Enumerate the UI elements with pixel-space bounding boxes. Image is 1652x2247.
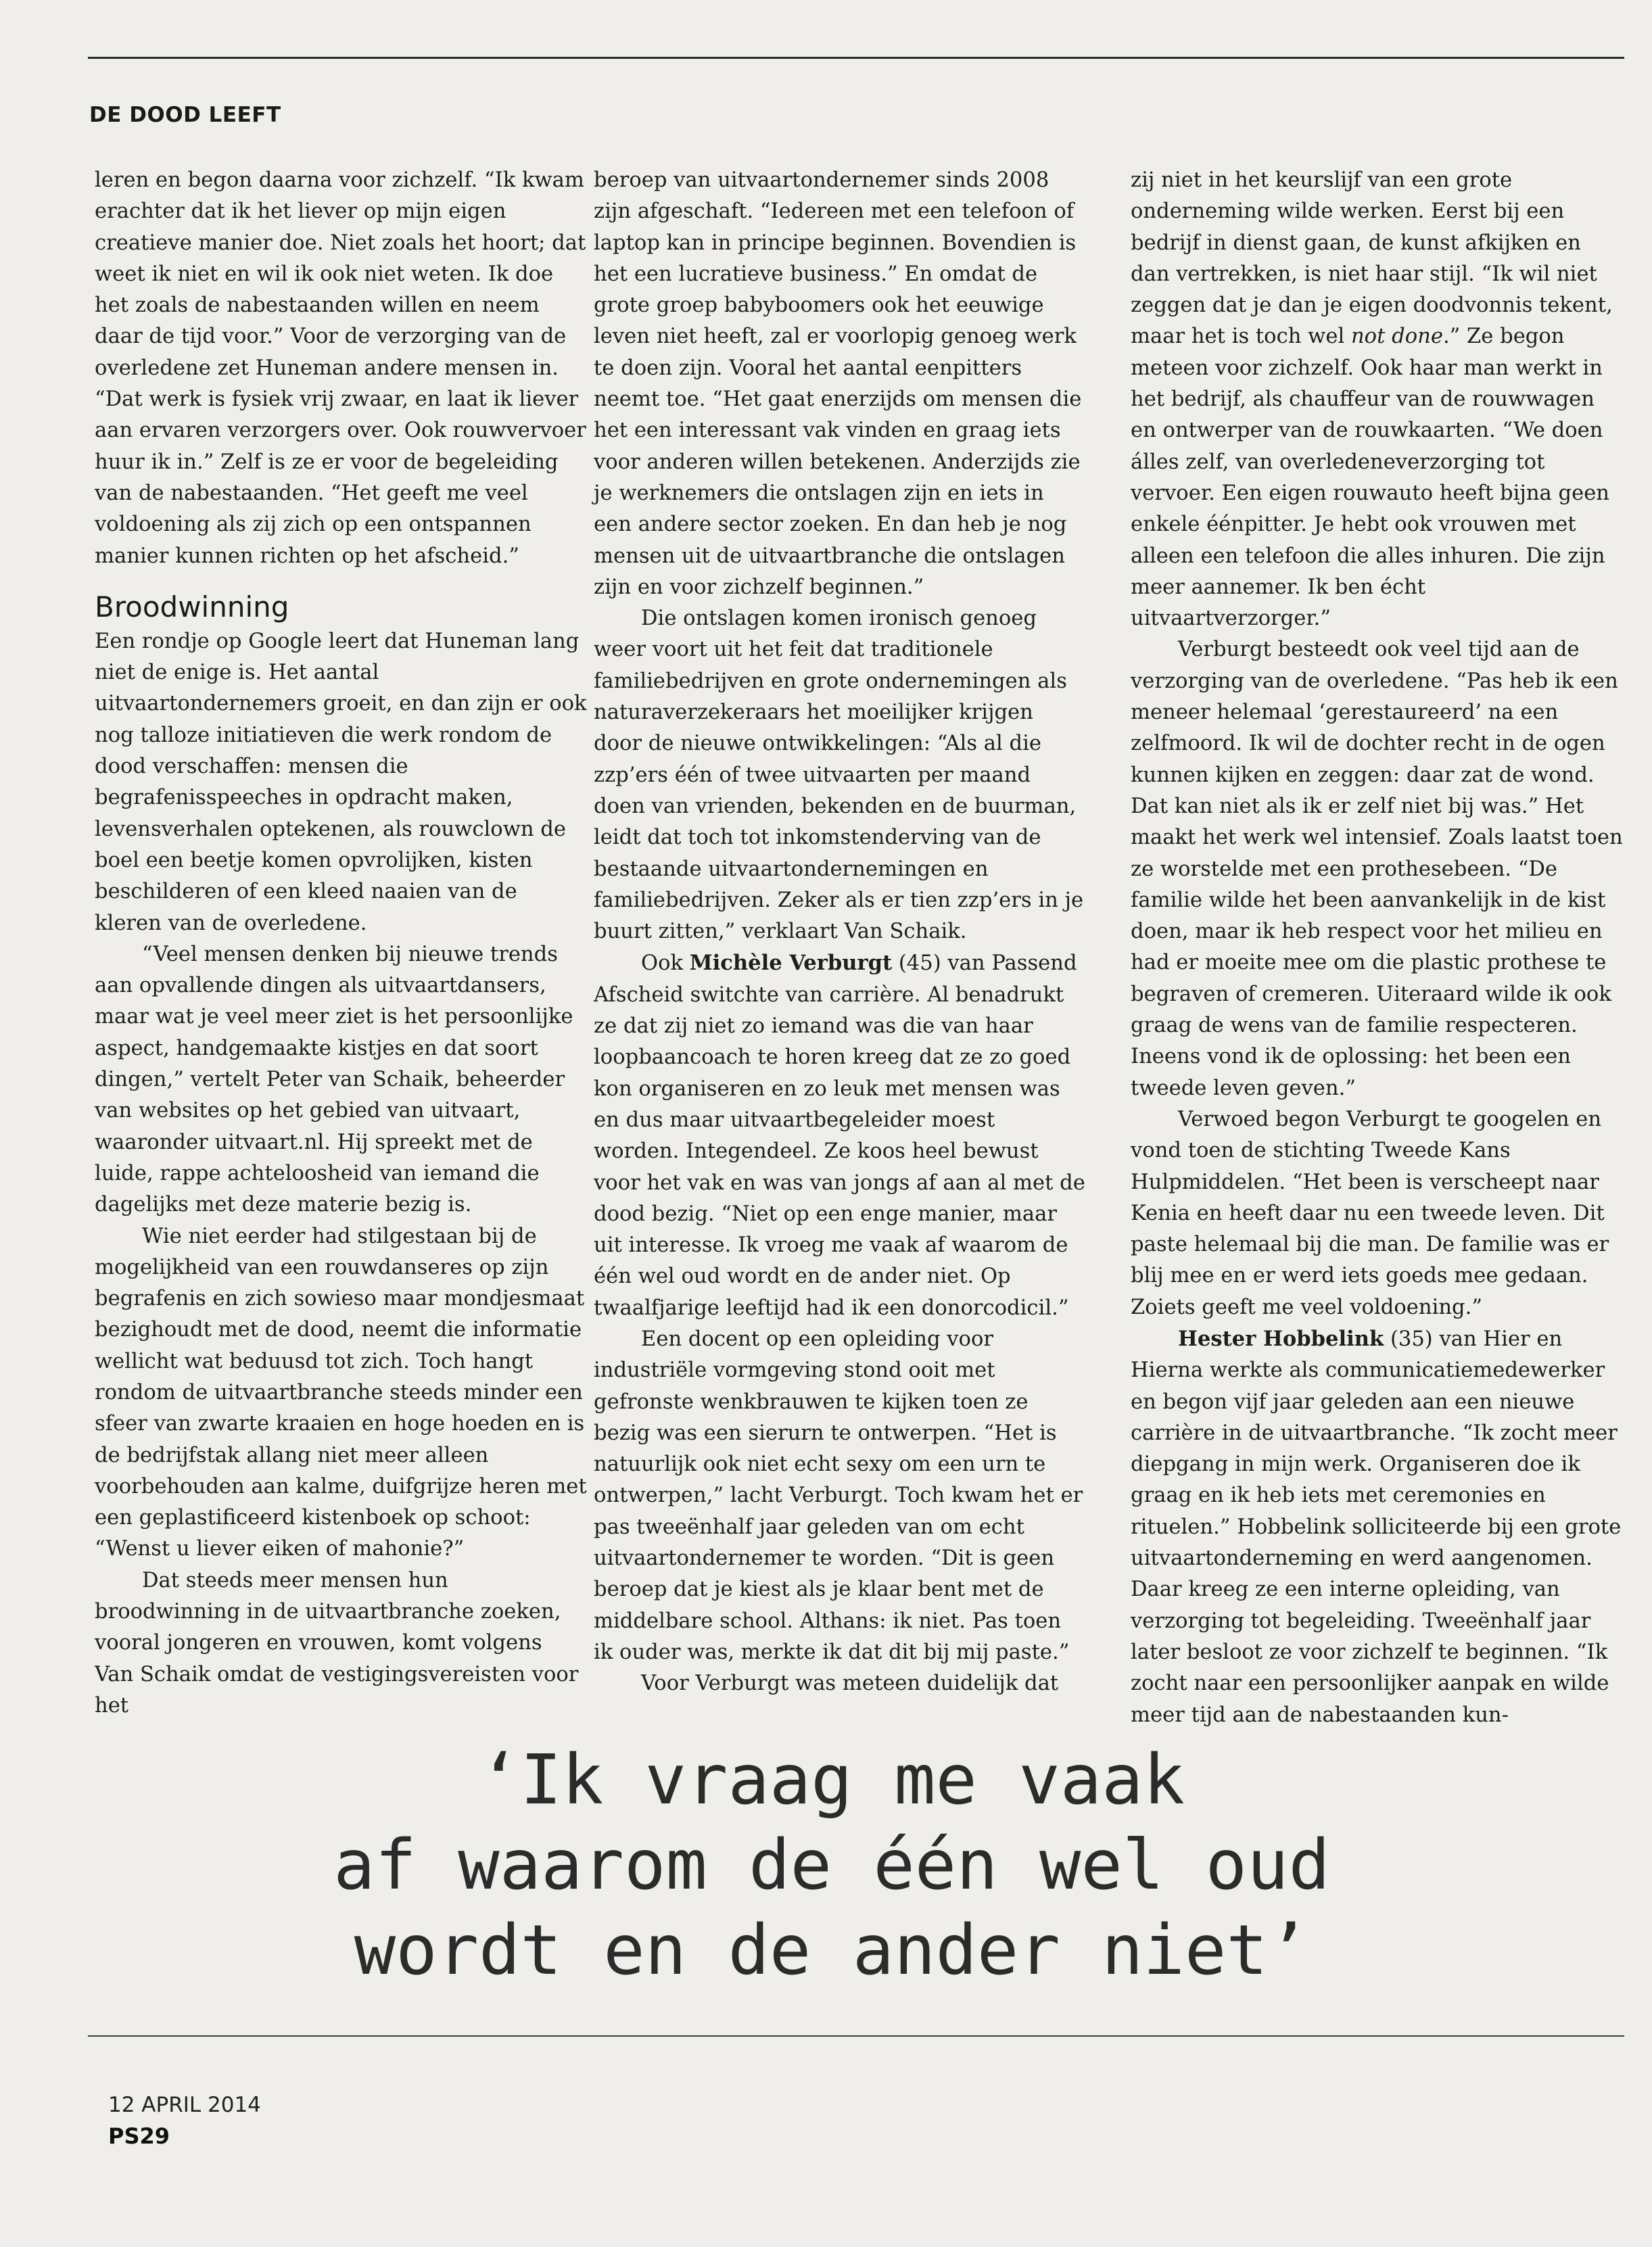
text-run: .” Ze begon meteen voor zichzelf. Ook haar man werkt in het bedrijf, als chauffeur van de rouwwagen en ontwerper van de rouwkaarten. “We doen álles zelf, van overledeneverzorging tot vervoer. Een eigen rouwauto heeft bijna geen enkele éénpitter. Je hebt ook vrouwen met alleen een telefoon die alles inhuren. Die zijn meer aannemer. Ik ben écht uitvaartverzorger.” bbox=[1131, 325, 1610, 631]
article-column-2 bbox=[594, 165, 1086, 1696]
paragraph bbox=[594, 165, 1086, 603]
name-highlight: Hester Hobbelink bbox=[1178, 1326, 1384, 1351]
text-run: Ook bbox=[641, 951, 690, 976]
bottom-rule bbox=[88, 2035, 1624, 2037]
text-run: Een rondje op Google leert dat Huneman lang niet de enige is. Het aantal uitvaartondernemers groeit, en dan zijn er ook nog talloze initiatieven die werk rondom de dood verschaffen: mensen die begrafenisspeeches in opdracht maken, levensverhalen optekenen, als rouwclown de boel een beetje komen opvrolijken, kisten beschilderen of een kleed naaien van de kleren van de overledene. bbox=[95, 629, 587, 935]
issue-date: 12 APRIL 2014 bbox=[108, 2093, 261, 2117]
section-label: DE DOOD LEEFT bbox=[89, 103, 281, 127]
paragraph bbox=[1131, 1104, 1623, 1323]
text-run: Verburgt besteedt ook veel tijd aan de verzorging van de overledene. “Pas heb ik een meneer helemaal ‘gerestaureerd’ na een zelfmoord. Ik wil de dochter recht in de ogen kunnen kijken en zeggen: daar zat de wond. Dat kan niet als ik er zelf niet bij was.” Het maakt het werk wel intensief. Zoals laatst toen ze worstelde met een prothesebeen. “De familie wilde het been aanvankelijk in de kist doen, maar ik heb respect voor het milieu en had er moeite mee om die plastic prothese te begraven of cremeren. Uiteraard wilde ik ook graag de wens van de familie respecteren. Ineens vond ik de oplossing: het been een tweede leven geven.” bbox=[1131, 638, 1623, 1100]
emphasis: not done bbox=[1350, 325, 1443, 349]
paragraph bbox=[594, 947, 1086, 1324]
name-highlight: Michèle Verburgt bbox=[689, 951, 893, 976]
text-run: Broodwinning bbox=[95, 590, 289, 623]
paragraph bbox=[594, 603, 1086, 947]
page-number: PS29 bbox=[108, 2123, 170, 2149]
text-run: (35) van Hier en Hierna werkte als communicatiemedewerker en begon vijf jaar geleden aan een nieuwe carrière in de uitvaartbranche. “Ik zocht meer diepgang in mijn werk. Organiseren doe ik graag en ik heb iets met ceremonies en rituelen.” Hobbelink solliciteerde bij een grote uitvaartonderneming en werd aangenomen. Daar kreeg ze een interne opleiding, van verzorging tot begeleiding. Tweeënhalf jaar later besloot ze voor zichzelf te beginnen. “Ik zocht naar een persoonlijker aanpak en wilde meer tijd aan de nabestaanden kun- bbox=[1131, 1327, 1622, 1727]
paragraph bbox=[1131, 1323, 1623, 1731]
text-run: Een docent op een opleiding voor industriële vormgeving stond ooit met gefronste wenkbrauwen te kijken toen ze bezig was een sierurn te ontwerpen. “Het is natuurlijk ook niet echt sexy om een urn te ontwerpen,” lacht Verburgt. Toch kwam het er pas tweeënhalf jaar geleden van om echt uitvaartondernemer te worden. “Dit is geen beroep dat je kiest als je klaar bent met de middelbare school. Althans: ik niet. Pas toen ik ouder was, merkte ik dat dit bij mij paste.” bbox=[594, 1327, 1083, 1664]
pull-quote bbox=[203, 1738, 1461, 1993]
paragraph bbox=[1131, 634, 1623, 1104]
paragraph bbox=[594, 1324, 1086, 1668]
paragraph bbox=[95, 626, 587, 939]
text-run: Wie niet eerder had stilgestaan bij de mogelijkheid van een rouwdanseres op zijn begrafenis en zich sowieso maar mondjesmaat bezighoudt met de dood, neemt die informatie wellicht wat beduusd tot zich. Toch hangt rondom de uitvaartbranche steeds minder een sfeer van zwarte kraaien en hoge hoeden en is de bedrijfstak allang niet meer alleen voorbehouden aan kalme, duifgrijze heren met een geplastificeerd kistenboek op schoot: “Wenst u liever eiken of mahonie?” bbox=[95, 1224, 587, 1561]
pull-quote-line: af waarom de één wel oud bbox=[333, 1825, 1330, 1906]
pull-quote-line: ‘Ik vraag me vaak bbox=[479, 1740, 1185, 1820]
paragraph bbox=[95, 165, 587, 572]
subheading bbox=[95, 590, 587, 625]
paragraph bbox=[95, 939, 587, 1221]
article-column-3 bbox=[1131, 165, 1623, 1727]
top-rule bbox=[88, 57, 1624, 59]
text-run: beroep van uitvaartondernemer sinds 2008 zijn afgeschaft. “Iedereen met een telefoon of laptop kan in principe beginnen. Bovendien is het een lucratieve business.” En omdat de grote groep babyboomers ook het eeuwige leven niet heeft, zal er voorlopig genoeg werk te doen zijn. Vooral het aantal eenpitters neemt toe. “Het gaat enerzijds om mensen die het een interessant vak vinden en graag iets voor anderen willen betekenen. Anderzijds zie je werknemers die ontslagen zijn en iets in een andere sector zoeken. En dan heb je nog mensen uit de uitvaartbranche die ontslagen zijn en voor zichzelf beginnen.” bbox=[594, 168, 1082, 599]
paragraph bbox=[1131, 165, 1623, 634]
paragraph bbox=[95, 1565, 587, 1722]
text-run: leren en begon daarna voor zichzelf. “Ik kwam erachter dat ik het liever op mijn eigen creatieve manier doe. Niet zoals het hoort; dat weet ik niet en wil ik ook niet weten. Ik doe het zoals de nabestaanden willen en neem daar de tijd voor.” Voor de verzorging van de overledene zet Huneman andere mensen in. “Dat werk is fysiek vrij zwaar, en laat ik liever aan ervaren verzorgers over. Ook rouwvervoer huur ik in.” Zelf is ze er voor de begeleiding van de nabestaanden. “Het geeft me veel voldoening als zij zich op een ontspannen manier kunnen richten op het afscheid.” bbox=[95, 168, 586, 568]
text-run: Die ontslagen komen ironisch genoeg weer voort uit het feit dat traditionele familiebedrijven en grote ondernemingen als naturaverzekeraars het moeilijker krijgen door de nieuwe ontwikkelingen: “Als al die zzp’ers één of twee uitvaarten per maand doen van vrienden, bekenden en de buurman, leidt dat toch tot inkomstenderving van de bestaande uitvaartondernemingen en familiebedrijven. Zeker als er tien zzp’ers in je buurt zitten,” verklaart Van Schaik. bbox=[594, 607, 1084, 944]
text-run: (45) van Passend Afscheid switchte van carrière. Al benadrukt ze dat zij niet zo iemand was die van haar loopbaancoach te horen kreeg dat ze zo goed kon organiseren en zo leuk met mensen was en dus maar uitvaartbegeleider moest worden. Integendeel. Ze koos heel bewust voor het vak en was van jongs af aan al met de dood bezig. “Niet op een enge manier, maar uit interesse. Ik vroeg me vaak af waarom de één wel oud wordt en de ander niet. Op twaalfjarige leeftijd had ik een donorcodicil.” bbox=[594, 951, 1085, 1320]
text-run: Dat steeds meer mensen hun broodwinning in de uitvaartbranche zoeken, vooral jongeren en vrouwen, komt volgens Van Schaik omdat de vestigingsvereisten voor het bbox=[95, 1568, 579, 1718]
paragraph bbox=[594, 1668, 1086, 1699]
article-column-1 bbox=[95, 165, 587, 1718]
text-run: Verwoed begon Verburgt te googelen en vond toen de stichting Tweede Kans Hulpmiddelen. “Het been is verscheept naar Kenia en heeft daar nu een tweede leven. Dit paste helemaal bij die man. De familie was er blij mee en er werd iets goeds mee gedaan. Zoiets geeft me veel voldoening.” bbox=[1131, 1107, 1609, 1319]
text-run: “Veel mensen denken bij nieuwe trends aan opvallende dingen als uitvaartdansers, maar wat je veel meer ziet is het persoonlijke aspect, handgemaakte kistjes en dat soort dingen,” vertelt Peter van Schaik, beheerder van websites op het gebied van uitvaart, waaronder uitvaart.nl. Hij spreekt met de luide, rappe achteloosheid van iemand die dagelijks met deze materie bezig is. bbox=[95, 942, 573, 1217]
pull-quote-line: wordt en de ander niet’ bbox=[354, 1910, 1310, 1991]
text-run: zij niet in het keurslijf van een grote onderneming wilde werken. Eerst bij een bedrijf in dienst gaan, de kunst afkijken en dan vertrekken, is niet haar stijl. “Ik wil niet zeggen dat je dan je eigen doodvonnis tekent, maar het is toch wel bbox=[1131, 168, 1613, 349]
text-run: Voor Verburgt was meteen duidelijk dat bbox=[641, 1672, 1059, 1696]
paragraph bbox=[95, 1221, 587, 1565]
